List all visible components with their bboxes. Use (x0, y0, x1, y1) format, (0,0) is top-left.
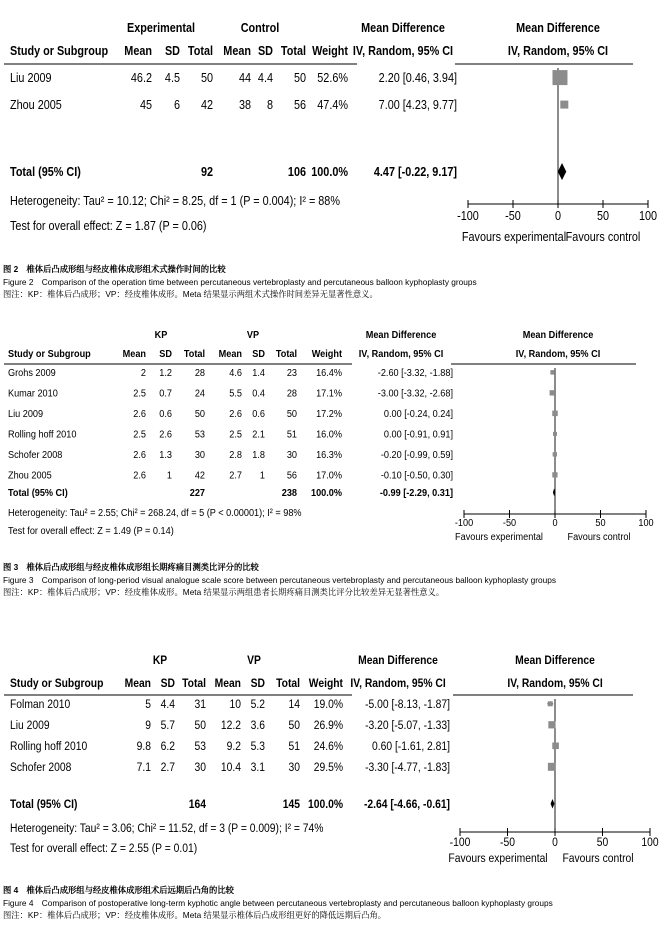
mean1-cell: 2.5 (133, 429, 146, 441)
total1-cell: 53 (194, 740, 206, 754)
total2-sum: 238 (281, 487, 297, 500)
mean2-cell: 2.7 (229, 470, 242, 482)
sd2-cell: 3.6 (250, 719, 265, 733)
sd1-cell: 1.3 (159, 449, 172, 462)
sd2-cell: 0.4 (252, 388, 265, 400)
total1-col-header: Total (182, 677, 206, 691)
favours-left-label: Favours experimental (461, 230, 567, 245)
caption-en-title: Figure 2 Comparison of the operation time between percutaneous vertebroplasty and percutaneous balloon kyphoplasty groups (3, 276, 477, 287)
sd2-cell: 0.6 (252, 408, 265, 421)
mean2-cell: 38 (238, 98, 251, 113)
sd1-cell: 1.2 (159, 367, 172, 380)
favours-left-label: Favours experimental (455, 531, 543, 544)
weight-cell: 17.2% (316, 408, 342, 421)
mean1-cell: 2.6 (133, 470, 146, 482)
figure-4-caption (3, 884, 663, 922)
ci-cell: -0.10 [-0.50, 0.30] (380, 470, 453, 482)
study-name: Folman 2010 (10, 698, 71, 712)
x-axis-tick-label: 100 (641, 836, 659, 850)
x-axis-tick-label: -50 (502, 517, 517, 530)
x-axis-tick-label: 100 (638, 517, 654, 530)
sd1-col-header: SD (164, 44, 180, 59)
mean1-cell: 9 (145, 719, 151, 733)
sd1-cell: 6 (173, 98, 180, 113)
mean2-cell: 10.4 (220, 761, 241, 775)
total2-cell: 56 (293, 98, 306, 113)
md-header: Mean Difference (365, 329, 437, 342)
mean1-col-header: Mean (124, 677, 151, 691)
sd2-cell: 1 (259, 470, 265, 482)
pooled-ci-cell: -2.64 [-4.66, -0.61] (363, 798, 450, 812)
total2-cell: 51 (288, 740, 300, 754)
study-name: Rolling hoff 2010 (10, 740, 88, 754)
weight-cell: 19.0% (313, 698, 343, 712)
total2-cell: 30 (286, 449, 297, 462)
mean2-col-header: Mean (218, 348, 242, 361)
total-weight: 100.0% (310, 487, 342, 500)
weight-cell: 24.6% (313, 740, 343, 754)
study-name: Zhou 2005 (10, 98, 62, 113)
group1-header: Experimental (126, 21, 196, 36)
mean2-col-header: Mean (223, 44, 251, 59)
total1-col-header: Total (183, 348, 205, 361)
total1-cell: 30 (194, 449, 205, 462)
total1-cell: 28 (194, 367, 205, 380)
x-axis-tick-label: -50 (505, 209, 521, 224)
mean2-cell: 5.5 (229, 388, 242, 400)
sd2-cell: 8 (266, 98, 273, 113)
study-effect-square (553, 452, 557, 456)
group2-header: VP (247, 654, 261, 668)
total1-cell: 50 (194, 719, 206, 733)
total1-sum: 164 (188, 798, 206, 812)
study-name: Rolling hoff 2010 (8, 429, 77, 441)
total2-cell: 50 (293, 71, 306, 86)
total1-cell: 30 (194, 761, 206, 775)
ci-cell: 7.00 [4.23, 9.77] (378, 98, 457, 113)
sd1-cell: 4.4 (160, 698, 175, 712)
favours-right-label: Favours control (565, 230, 641, 245)
total1-cell: 42 (200, 98, 213, 113)
sd1-cell: 1 (166, 470, 172, 482)
study-effect-square (550, 370, 555, 375)
sd1-cell: 6.2 (160, 740, 175, 754)
total-weight: 100.0% (308, 798, 343, 812)
mean1-cell: 2.6 (133, 449, 146, 462)
ci-cell: -0.20 [-0.99, 0.59] (380, 449, 453, 462)
ci-cell: 0.60 [-1.61, 2.81] (371, 740, 450, 754)
sd2-cell: 5.2 (250, 698, 265, 712)
total1-cell: 42 (194, 470, 205, 482)
weight-col-header: Weight (308, 677, 343, 691)
mean1-col-header: Mean (124, 44, 152, 59)
weight-col-header: Weight (311, 348, 342, 361)
ci-cell: -3.20 [-5.07, -1.33] (365, 719, 450, 733)
md-sub-header: IV, Random, 95% CI (358, 348, 444, 361)
plot-header: Mean Difference (515, 654, 595, 668)
weight-cell: 16.3% (316, 449, 342, 462)
weight-cell: 17.1% (316, 388, 342, 400)
weight-cell: 29.5% (313, 761, 343, 775)
study-effect-square (550, 390, 555, 395)
mean2-cell: 2.6 (229, 408, 242, 421)
study-name: Liu 2009 (10, 719, 50, 733)
total1-cell: 50 (200, 71, 213, 86)
mean1-cell: 2.5 (133, 388, 146, 400)
study-name: Liu 2009 (8, 408, 44, 421)
total2-cell: 14 (288, 698, 300, 712)
study-effect-square (552, 472, 557, 477)
x-axis-tick-label: 0 (552, 517, 558, 530)
ci-cell: -5.00 [-8.13, -1.87] (365, 698, 450, 712)
caption-note: 图注：KP：椎体后凸成形；VP：经皮椎体成形。Meta 结果显示两组术式操作时间差异无显著性意义。 (3, 289, 378, 300)
overall-effect-text: Test for overall effect: Z = 1.87 (P = 0.06) (10, 219, 207, 234)
weight-cell: 16.4% (316, 367, 342, 380)
total2-col-header: Total (275, 348, 297, 361)
mean1-cell: 7.1 (136, 761, 151, 775)
x-axis-tick-label: -100 (449, 836, 471, 850)
study-effect-square (552, 70, 567, 85)
total2-col-header: Total (276, 677, 300, 691)
ci-cell: -2.60 [-3.32, -1.88] (377, 367, 453, 380)
group1-header: KP (154, 329, 168, 342)
total2-cell: 56 (286, 470, 297, 482)
sd2-cell: 4.4 (257, 71, 273, 86)
mean2-cell: 44 (238, 71, 251, 86)
overall-effect-text: Test for overall effect: Z = 2.55 (P = 0.01) (10, 842, 198, 856)
sd1-cell: 4.5 (164, 71, 180, 86)
sd1-cell: 2.6 (159, 429, 172, 441)
sd1-col-header: SD (159, 348, 172, 361)
mean1-cell: 45 (139, 98, 152, 113)
caption-zh-title: 图 3 椎体后凸成形组与经皮椎体成形组长期疼痛目测类比评分的比较 (3, 562, 259, 572)
forest-plot-operation-time (0, 18, 667, 258)
total1-sum: 227 (189, 487, 205, 500)
favours-right-label: Favours control (562, 852, 634, 866)
plot-sub-header: IV, Random, 95% CI (507, 677, 603, 691)
group1-header: KP (152, 654, 168, 668)
x-axis-tick-label: -50 (500, 836, 515, 850)
x-axis-tick-label: -100 (454, 517, 474, 530)
sd2-col-header: SD (250, 677, 265, 691)
study-name: Zhou 2005 (8, 470, 52, 482)
ci-cell: 0.00 [-0.91, 0.91] (383, 429, 453, 441)
sd1-cell: 0.7 (159, 388, 172, 400)
x-axis-tick-label: 50 (596, 209, 610, 224)
mean2-cell: 2.8 (229, 449, 242, 462)
ci-cell: 2.20 [0.46, 3.94] (378, 71, 457, 86)
heterogeneity-text: Heterogeneity: Tau² = 3.06; Chi² = 11.52, df = 3 (P = 0.009); I² = 74% (10, 822, 324, 836)
weight-cell: 16.0% (316, 429, 342, 441)
x-axis-tick-label: 0 (554, 209, 562, 224)
ci-cell: -3.00 [-3.32, -2.68] (377, 388, 453, 400)
md-header: Mean Difference (358, 654, 438, 668)
figure-3-caption (3, 561, 663, 599)
total1-col-header: Total (187, 44, 213, 59)
sd1-cell: 0.6 (159, 408, 172, 421)
total2-sum: 145 (282, 798, 300, 812)
forest-plot-vas (0, 326, 667, 556)
total2-sum: 106 (287, 165, 306, 180)
study-col-header: Study or Subgroup (10, 44, 109, 59)
total-label: Total (95% CI) (8, 487, 68, 500)
group2-header: Control (240, 21, 280, 36)
mean2-cell: 12.2 (220, 719, 241, 733)
study-name: Grohs 2009 (8, 367, 56, 380)
study-effect-square (560, 101, 568, 109)
sd2-cell: 3.1 (250, 761, 265, 775)
mean2-cell: 9.2 (226, 740, 241, 754)
caption-en-title: Figure 3 Comparison of long-period visual analogue scale score between percutaneous vertebroplasty and percutaneous balloon kyphoplasty groups (3, 574, 557, 585)
study-name: Schofer 2008 (8, 449, 63, 462)
study-name: Schofer 2008 (10, 761, 72, 775)
md-sub-header: IV, Random, 95% CI (352, 44, 454, 59)
total2-cell: 50 (286, 408, 297, 421)
x-axis-tick-label: 0 (552, 836, 558, 850)
mean1-cell: 9.8 (136, 740, 151, 754)
study-effect-square (548, 701, 553, 706)
total2-cell: 30 (288, 761, 300, 775)
caption-zh-title: 图 2 椎体后凸成形组与经皮椎体成形组术式操作时间的比较 (3, 264, 226, 274)
ci-cell: 0.00 [-0.24, 0.24] (383, 408, 453, 421)
sd1-col-header: SD (160, 677, 175, 691)
group2-header: VP (246, 329, 260, 342)
plot-sub-header: IV, Random, 95% CI (515, 348, 601, 361)
study-effect-square (552, 411, 558, 417)
total1-sum: 92 (200, 165, 213, 180)
plot-sub-header: IV, Random, 95% CI (507, 44, 609, 59)
weight-cell: 26.9% (313, 719, 343, 733)
mean1-cell: 2.6 (133, 408, 146, 421)
mean2-cell: 2.5 (229, 429, 242, 441)
favours-left-label: Favours experimental (448, 852, 548, 866)
md-header: Mean Difference (361, 21, 445, 36)
study-name: Kumar 2010 (8, 388, 58, 400)
study-col-header: Study or Subgroup (8, 348, 91, 361)
total1-cell: 24 (194, 388, 205, 400)
ci-cell: -3.30 [-4.77, -1.83] (365, 761, 450, 775)
total2-col-header: Total (280, 44, 306, 59)
heterogeneity-text: Heterogeneity: Tau² = 2.55; Chi² = 268.24, df = 5 (P < 0.00001); I² = 98% (8, 507, 302, 520)
mean2-cell: 10 (229, 698, 241, 712)
md-sub-header: IV, Random, 95% CI (350, 677, 446, 691)
pooled-diamond (551, 799, 555, 809)
pooled-diamond (558, 163, 566, 180)
x-axis-tick-label: -100 (457, 209, 479, 224)
forest-plot-kyphotic-angle (0, 650, 667, 880)
sd2-cell: 1.4 (252, 367, 265, 380)
total-weight: 100.0% (311, 165, 348, 180)
weight-col-header: Weight (312, 44, 348, 59)
plot-header: Mean Difference (516, 21, 600, 36)
study-name: Liu 2009 (10, 71, 52, 86)
caption-en-title: Figure 4 Comparison of postoperative long-term kyphotic angle between percutaneous vertebroplasty and percutaneous balloon kyphoplasty groups (3, 897, 553, 908)
plot-header: Mean Difference (522, 329, 594, 342)
study-effect-square (548, 721, 555, 728)
caption-zh-title: 图 4 椎体后凸成形组与经皮椎体成形组术后远期后凸角的比较 (3, 885, 234, 895)
total2-cell: 28 (286, 388, 297, 400)
caption-note: 图注：KP：椎体后凸成形；VP：经皮椎体成形。Meta 结果显示两组患者长期疼痛目测类比评分比较差异无显著性意义。 (3, 587, 445, 598)
mean1-cell: 46.2 (130, 71, 152, 86)
total-label: Total (95% CI) (10, 165, 81, 180)
total1-cell: 53 (194, 429, 205, 441)
study-effect-square (548, 763, 556, 771)
heterogeneity-text: Heterogeneity: Tau² = 10.12; Chi² = 8.25, df = 1 (P = 0.004); I² = 88% (10, 194, 340, 209)
overall-effect-text: Test for overall effect: Z = 1.49 (P = 0.14) (8, 525, 174, 538)
mean1-cell: 5 (145, 698, 151, 712)
total-label: Total (95% CI) (10, 798, 78, 812)
favours-right-label: Favours control (567, 531, 631, 544)
pooled-ci-cell: -0.99 [-2.29, 0.31] (379, 487, 453, 500)
sd1-cell: 2.7 (160, 761, 175, 775)
mean2-cell: 4.6 (229, 367, 242, 380)
mean1-cell: 2 (140, 367, 146, 380)
x-axis-tick-label: 50 (595, 517, 606, 530)
sd1-cell: 5.7 (160, 719, 175, 733)
caption-note: 图注：KP：椎体后凸成形；VP：经皮椎体成形。Meta 结果显示椎体后凸成形组更好的降低远期后凸角。 (3, 910, 387, 921)
mean1-col-header: Mean (122, 348, 146, 361)
pooled-ci-cell: 4.47 [-0.22, 9.17] (373, 165, 457, 180)
sd2-col-header: SD (257, 44, 273, 59)
weight-cell: 47.4% (317, 98, 348, 113)
total1-cell: 31 (194, 698, 206, 712)
figure-2-caption (3, 263, 663, 301)
total2-cell: 51 (286, 429, 297, 441)
weight-cell: 17.0% (316, 470, 342, 482)
mean2-col-header: Mean (214, 677, 241, 691)
x-axis-tick-label: 100 (638, 209, 658, 224)
sd2-cell: 2.1 (252, 429, 265, 441)
study-col-header: Study or Subgroup (10, 677, 104, 691)
total2-cell: 50 (288, 719, 300, 733)
total2-cell: 23 (286, 367, 297, 380)
study-effect-square (552, 743, 559, 750)
sd2-cell: 5.3 (250, 740, 265, 754)
weight-cell: 52.6% (317, 71, 348, 86)
sd2-cell: 1.8 (252, 449, 265, 462)
x-axis-tick-label: 50 (596, 836, 609, 850)
total1-cell: 50 (194, 408, 205, 421)
sd2-col-header: SD (252, 348, 265, 361)
study-effect-square (553, 432, 557, 436)
